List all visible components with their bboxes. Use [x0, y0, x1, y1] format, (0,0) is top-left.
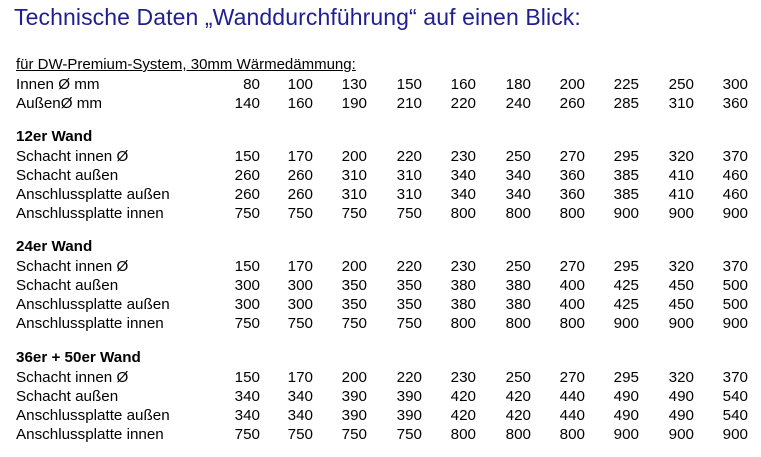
table-cell: 260	[234, 186, 260, 203]
table-cell: 800	[450, 426, 476, 443]
table-cell: 350	[341, 296, 367, 313]
table-cell: 410	[668, 186, 694, 203]
table-cell: 750	[341, 205, 367, 222]
table-cell: 390	[396, 407, 422, 424]
table-cell: 800	[559, 315, 585, 332]
table-cell: 350	[396, 277, 422, 294]
table-cell: 160	[287, 95, 313, 112]
table-cell: 750	[234, 205, 260, 222]
table-cell: 380	[450, 277, 476, 294]
table-cell: 340	[287, 388, 313, 405]
table-cell: 390	[341, 388, 367, 405]
table-cell: 750	[396, 205, 422, 222]
table-row	[0, 94, 761, 113]
table-cell: 385	[613, 186, 639, 203]
table-cell: 360	[559, 167, 585, 184]
table-cell: 750	[341, 315, 367, 332]
table-cell: 750	[341, 426, 367, 443]
table-cell: 310	[341, 186, 367, 203]
table-cell: 300	[234, 277, 260, 294]
table-cell: 220	[396, 148, 422, 165]
table-cell: 800	[559, 426, 585, 443]
table-cell: 250	[505, 148, 531, 165]
table-cell: 300	[722, 76, 748, 93]
table-cell: 490	[613, 388, 639, 405]
table-cell: 320	[668, 148, 694, 165]
table-cell: 240	[505, 95, 531, 112]
table-cell: 540	[722, 407, 748, 424]
section-heading: 12er Wand	[16, 128, 93, 145]
table-cell: 500	[722, 277, 748, 294]
table-cell: 800	[505, 426, 531, 443]
table-cell: 750	[396, 315, 422, 332]
row-label: Schacht innen Ø	[16, 148, 129, 165]
table-cell: 340	[505, 167, 531, 184]
table-cell: 340	[234, 407, 260, 424]
table-cell: 410	[668, 167, 694, 184]
table-cell: 130	[341, 76, 367, 93]
table-cell: 320	[668, 369, 694, 386]
table-cell: 250	[668, 76, 694, 93]
table-cell: 420	[505, 407, 531, 424]
table-cell: 425	[613, 277, 639, 294]
row-label: Anschlussplatte innen	[16, 426, 164, 443]
table-cell: 310	[668, 95, 694, 112]
table-cell: 750	[287, 426, 313, 443]
table-cell: 420	[450, 388, 476, 405]
table-cell: 150	[234, 258, 260, 275]
table-cell: 900	[613, 426, 639, 443]
table-row	[0, 314, 761, 333]
table-cell: 750	[396, 426, 422, 443]
table-cell: 160	[450, 76, 476, 93]
table-cell: 370	[722, 148, 748, 165]
row-label: Anschlussplatte innen	[16, 205, 164, 222]
table-cell: 350	[396, 296, 422, 313]
table-cell: 500	[722, 296, 748, 313]
table-cell: 370	[722, 369, 748, 386]
table-cell: 150	[234, 148, 260, 165]
row-label: Anschlussplatte innen	[16, 315, 164, 332]
table-cell: 360	[722, 95, 748, 112]
table-cell: 340	[505, 186, 531, 203]
row-label: Schacht außen	[16, 388, 119, 405]
row-label: Anschlussplatte außen	[16, 186, 170, 203]
table-cell: 900	[613, 315, 639, 332]
table-cell: 440	[559, 407, 585, 424]
table-cell: 900	[668, 426, 694, 443]
table-cell: 800	[505, 315, 531, 332]
table-cell: 270	[559, 148, 585, 165]
table-cell: 460	[722, 186, 748, 203]
table-row	[0, 425, 761, 444]
row-label: Innen Ø mm	[16, 76, 100, 93]
table-cell: 390	[396, 388, 422, 405]
row-label: Anschlussplatte außen	[16, 407, 170, 424]
table-cell: 750	[234, 315, 260, 332]
table-cell: 450	[668, 277, 694, 294]
table-cell: 340	[450, 186, 476, 203]
table-cell: 490	[668, 388, 694, 405]
table-cell: 400	[559, 296, 585, 313]
table-cell: 170	[287, 148, 313, 165]
table-cell: 320	[668, 258, 694, 275]
table-cell: 150	[234, 369, 260, 386]
table-cell: 420	[505, 388, 531, 405]
table-cell: 540	[722, 388, 748, 405]
table-cell: 390	[341, 407, 367, 424]
table-row	[0, 295, 761, 314]
table-cell: 340	[234, 388, 260, 405]
table-cell: 260	[559, 95, 585, 112]
table-cell: 225	[613, 76, 639, 93]
table-cell: 140	[234, 95, 260, 112]
table-cell: 380	[450, 296, 476, 313]
table-row	[0, 166, 761, 185]
row-label: Schacht außen	[16, 167, 119, 184]
table-cell: 100	[287, 76, 313, 93]
table-cell: 750	[287, 205, 313, 222]
table-cell: 300	[287, 277, 313, 294]
table-cell: 490	[613, 407, 639, 424]
table-cell: 250	[505, 369, 531, 386]
table-cell: 220	[396, 258, 422, 275]
table-cell: 350	[341, 277, 367, 294]
table-cell: 380	[505, 277, 531, 294]
table-cell: 380	[505, 296, 531, 313]
page-title: Technische Daten „Wanddurchführung“ auf einen Blick:	[14, 4, 581, 30]
table-cell: 440	[559, 388, 585, 405]
table-row	[0, 406, 761, 425]
table-cell: 750	[287, 315, 313, 332]
table-cell: 295	[613, 369, 639, 386]
table-row	[0, 276, 761, 295]
table-cell: 425	[613, 296, 639, 313]
table-cell: 285	[613, 95, 639, 112]
table-cell: 300	[287, 296, 313, 313]
table-cell: 270	[559, 369, 585, 386]
section-heading: 36er + 50er Wand	[16, 349, 141, 366]
table-cell: 300	[234, 296, 260, 313]
table-cell: 340	[287, 407, 313, 424]
table-cell: 900	[668, 315, 694, 332]
table-cell: 420	[450, 407, 476, 424]
table-cell: 340	[450, 167, 476, 184]
row-label: AußenØ mm	[16, 95, 103, 112]
section-heading: 24er Wand	[16, 238, 93, 255]
table-cell: 220	[450, 95, 476, 112]
table-cell: 900	[722, 426, 748, 443]
table-row	[0, 257, 761, 276]
table-row	[0, 75, 761, 94]
table-cell: 295	[613, 258, 639, 275]
table-cell: 150	[396, 76, 422, 93]
table-cell: 200	[341, 258, 367, 275]
table-cell: 210	[396, 95, 422, 112]
table-cell: 230	[450, 258, 476, 275]
table-cell: 900	[668, 205, 694, 222]
table-cell: 460	[722, 167, 748, 184]
row-label: Schacht innen Ø	[16, 258, 129, 275]
table-cell: 180	[505, 76, 531, 93]
table-cell: 490	[668, 407, 694, 424]
table-cell: 900	[722, 205, 748, 222]
table-cell: 360	[559, 186, 585, 203]
table-cell: 260	[287, 167, 313, 184]
table-cell: 400	[559, 277, 585, 294]
table-cell: 385	[613, 167, 639, 184]
table-cell: 270	[559, 258, 585, 275]
table-cell: 450	[668, 296, 694, 313]
table-cell: 200	[341, 369, 367, 386]
table-row	[0, 147, 761, 166]
table-cell: 80	[243, 76, 260, 93]
table-cell: 310	[341, 167, 367, 184]
table-cell: 220	[396, 369, 422, 386]
table-cell: 230	[450, 369, 476, 386]
table-cell: 200	[341, 148, 367, 165]
table-cell: 230	[450, 148, 476, 165]
table-cell: 750	[234, 426, 260, 443]
row-label: Anschlussplatte außen	[16, 296, 170, 313]
table-cell: 190	[341, 95, 367, 112]
table-cell: 260	[234, 167, 260, 184]
table-cell: 900	[722, 315, 748, 332]
table-cell: 900	[613, 205, 639, 222]
system-subtitle: für DW-Premium-System, 30mm Wärmedämmung:	[16, 56, 356, 73]
table-cell: 170	[287, 369, 313, 386]
table-cell: 800	[450, 315, 476, 332]
table-cell: 370	[722, 258, 748, 275]
table-row	[0, 368, 761, 387]
table-cell: 295	[613, 148, 639, 165]
table-cell: 250	[505, 258, 531, 275]
table-row	[0, 204, 761, 223]
row-label: Schacht innen Ø	[16, 369, 129, 386]
table-cell: 170	[287, 258, 313, 275]
table-cell: 800	[450, 205, 476, 222]
table-cell: 260	[287, 186, 313, 203]
table-cell: 310	[396, 186, 422, 203]
table-row	[0, 387, 761, 406]
row-label: Schacht außen	[16, 277, 119, 294]
table-cell: 800	[559, 205, 585, 222]
table-cell: 800	[505, 205, 531, 222]
table-cell: 200	[559, 76, 585, 93]
table-row	[0, 185, 761, 204]
table-cell: 310	[396, 167, 422, 184]
